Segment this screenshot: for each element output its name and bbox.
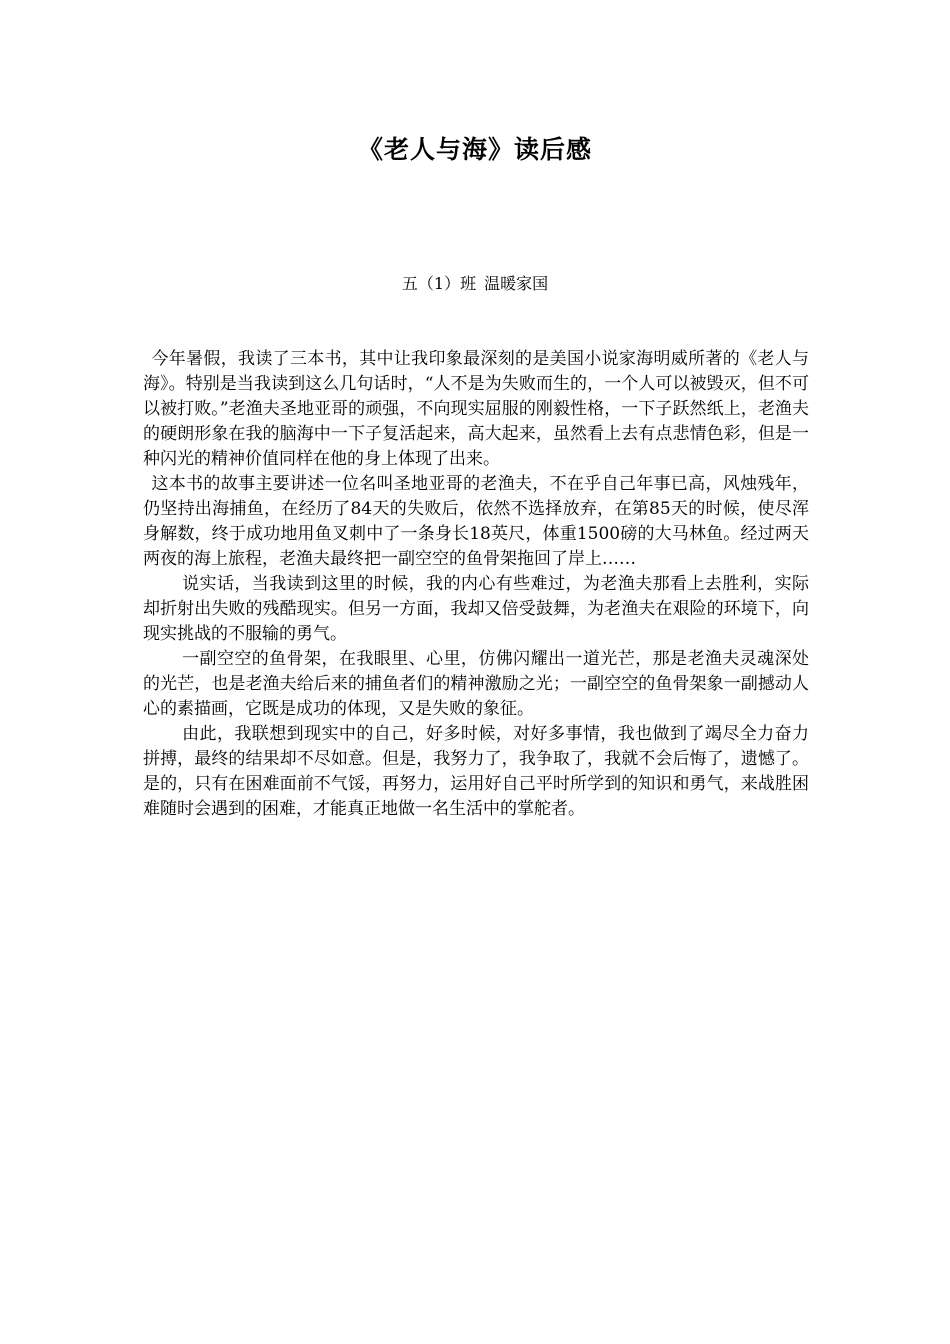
document-title: 《老人与海》读后感 (357, 135, 592, 164)
author-name: 温暖家国 (484, 274, 549, 293)
paragraph-4: 一副空空的鱼骨架，在我眼里、心里，仿佛闪耀出一道光芒，那是老渔夫灵魂深处的光芒，也是老渔夫给后来的捕鱼者们的精神激励之光；一副空空的鱼骨架象一副撼动人心的素描画，它既是成功的体现，又是失败的象征。 (143, 649, 809, 719)
paragraph-2: 这本书的故事主要讲述一位名叫圣地亚哥的老渔夫，不在乎自己年事已高，风烛残年，仍坚持出海捕鱼，在经历了84天的失败后，依然不选择放弃，在第85天的时候，使尽浑身解数，终于成功地用鱼叉刺中了一条身长18英尺，体重1500磅的大马林鱼。经过两天两夜的海上旅程，老渔夫最终把一副空空的鱼骨架拖回了岸上…… (143, 474, 809, 569)
class-label: 五（1）班 (401, 274, 477, 293)
essay-body (143, 347, 809, 822)
author-byline (0, 272, 950, 296)
paragraph-1: 今年暑假，我读了三本书，其中让我印象最深刻的是美国小说家海明威所著的《老人与海》。特别是当我读到这么几句话时，“人不是为失败而生的，一个人可以被毁灭，但不可以被打败。”老渔夫圣地亚哥的顽强，不向现实屈服的刚毅性格，一下子跃然纸上，老渔夫的硬朗形象在我的脑海中一下子复活起来，高大起来，虽然看上去有点悲情色彩，但是一种闪光的精神价值同样在他的身上体现了出来。 (143, 349, 809, 469)
paragraph-5: 由此，我联想到现实中的自己，好多时候，对好多事情，我也做到了竭尽全力奋力拼搏，最终的结果却不尽如意。但是，我努力了，我争取了，我就不会后悔了，遗憾了。是的，只有在困难面前不气馁，再努力，运用好自己平时所学到的知识和勇气，来战胜困难随时会遇到的困难，才能真正地做一名生活中的掌舵者。 (143, 724, 809, 819)
paragraph-3: 说实话，当我读到这里的时候，我的内心有些难过，为老渔夫那看上去胜利，实际却折射出失败的残酷现实。但另一方面，我却又倍受鼓舞，为老渔夫在艰险的环境下，向现实挑战的不服输的勇气。 (143, 574, 809, 644)
